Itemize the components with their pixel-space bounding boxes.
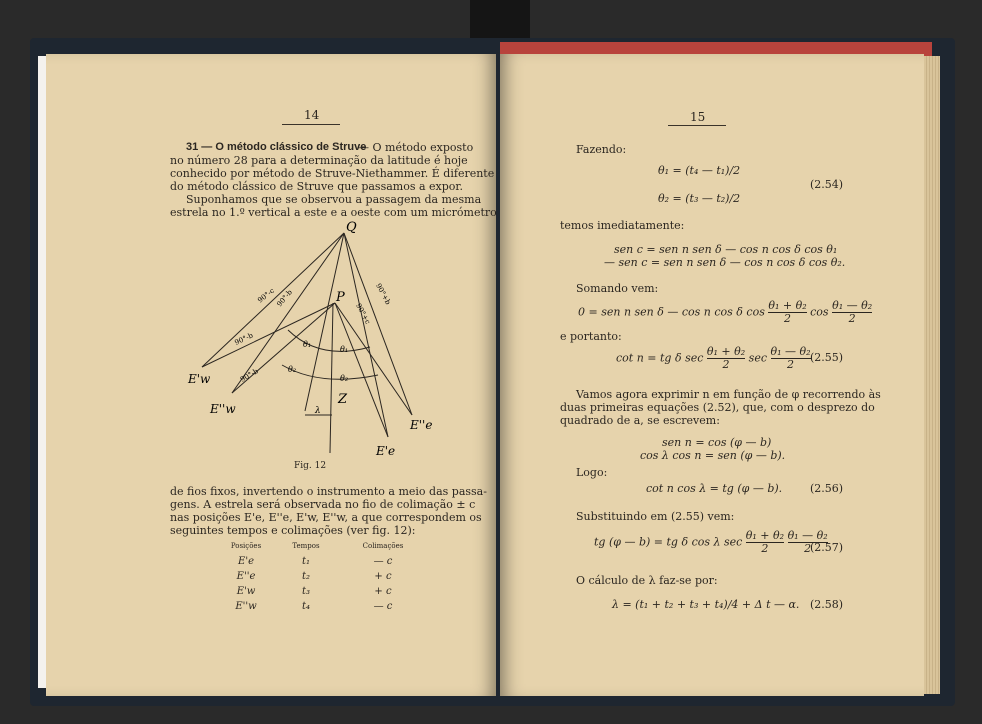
eq-number-2-54: (2.54): [810, 178, 844, 191]
book-spine: [470, 0, 530, 40]
eq-2-56: cot n cos λ = tg (φ — b).: [646, 482, 783, 495]
fig-label-angle6: 90°+b: [374, 282, 392, 307]
fig-label-angle3: 90°-b: [233, 331, 255, 347]
frac-denominator: 2: [746, 542, 784, 555]
right-header-rule: [668, 125, 726, 126]
fig-label-theta2b: θ₂: [340, 374, 349, 383]
para1-line6: estrela no 1.º vertical a este e a oeste com um micrómetro: [170, 206, 497, 219]
table-cell: E''w: [235, 601, 257, 612]
table-cell: E'e: [238, 556, 254, 567]
fig-label-angle1: 90°-c: [256, 286, 276, 305]
fig-label-z: Z: [338, 392, 348, 407]
eq-2-57: [594, 530, 828, 555]
eq-2-58: λ = (t₁ + t₂ + t₃ + t₄)/4 + Δ t — α.: [612, 598, 800, 611]
table-cell: E'w: [236, 586, 256, 597]
fig-label-angle4: 90°-b: [239, 367, 260, 384]
eq-cos: cos: [810, 305, 829, 319]
fig-label-ee2: E''e: [410, 418, 433, 432]
eq-2-54-b: θ₂ = (t₃ — t₂)/2: [658, 192, 741, 205]
para2-line1: de fios fixos, invertendo o instrumento a meio das passa-: [170, 485, 487, 498]
fig-label-p: P: [336, 290, 345, 305]
eq-2-57-lead: tg (φ — b) = tg δ cos λ sec: [594, 535, 743, 549]
eq-number-2-56: (2.56): [810, 482, 844, 495]
fig-label-angle5: 90°+c: [354, 302, 372, 326]
eq-cos-lambda: cos λ cos n = sen (φ — b).: [640, 449, 786, 462]
table-cell: t₁: [301, 556, 311, 567]
frac-denominator: 2: [771, 358, 811, 371]
fig-label-ew1: E'w: [188, 372, 211, 386]
fig-label-theta1b: θ₁: [340, 345, 349, 354]
table-row: [222, 569, 424, 584]
table-row: [222, 554, 424, 569]
left-page-number: 14: [304, 108, 320, 122]
eq-number-2-58: (2.58): [810, 598, 844, 611]
para-vamos-line3: quadrado de a, se escrevem:: [560, 414, 720, 427]
page-stack-edge: [924, 56, 940, 694]
para2-line3: nas posições E'e, E''e, E'w, E''w, a que correspondem os: [170, 511, 482, 524]
fig-label-lambda: λ: [315, 406, 321, 416]
eq-2-55: [616, 346, 811, 371]
figure-caption: Fig. 12: [294, 461, 327, 471]
figure-12: [180, 215, 440, 460]
eq-sen-n: sen n = cos (φ — b): [662, 436, 772, 449]
text-temos: temos imediatamente:: [560, 219, 685, 232]
text-portanto: e portanto:: [560, 330, 622, 343]
fig-label-theta1: θ₁: [303, 340, 312, 349]
eq-2-54-a: θ₁ = (t₄ — t₁)/2: [658, 164, 741, 177]
fig-label-ee1: E'e: [376, 444, 396, 458]
frac-denominator: 2: [832, 312, 872, 325]
table-cell: t₄: [301, 601, 311, 612]
positions-table: [222, 541, 424, 614]
eq-sec: sec: [748, 351, 767, 365]
eq-sen-c: sen c = sen n sen δ — cos n cos δ cos θ₁: [614, 243, 838, 256]
fraction-diff: [771, 346, 811, 371]
text-calculo: O cálculo de λ faz-se por:: [576, 574, 718, 587]
fig-label-theta2: θ₂: [288, 365, 297, 374]
para1-line4: do método clássico de Struve que passamos a expor.: [170, 180, 463, 193]
table-cell: E''e: [236, 571, 256, 582]
frac-numerator: θ₁ — θ₂: [770, 345, 811, 358]
frac-denominator: 2: [788, 542, 828, 555]
left-header-rule: [282, 124, 340, 125]
table-cell: t₃: [301, 586, 311, 597]
text-fazendo: Fazendo:: [576, 143, 627, 156]
para1-line2: no número 28 para a determinação da latitude é hoje: [170, 154, 468, 167]
fig-label-angle2: 90°-b: [275, 288, 294, 309]
text-substituindo: Substituindo em (2.55) vem:: [576, 510, 735, 523]
table-cell: + c: [374, 586, 392, 597]
eq-2-55-lead: cot n = tg δ sec: [616, 351, 704, 365]
eq-number-2-55: (2.55): [810, 351, 844, 364]
para1-line3: conhecido por método de Struve-Niethammer. É diferente: [170, 167, 495, 180]
eq-minus-sen-c: — sen c = sen n sen δ — cos n cos δ cos θ₂.: [604, 256, 846, 269]
fraction-sum: [746, 530, 784, 555]
fig-label-ew2: E''w: [210, 402, 236, 416]
para2-line4: seguintes tempos e colimações (ver fig. 12):: [170, 524, 416, 537]
table-header-positions: Posições: [230, 542, 262, 550]
section-heading: 31 — O método clássico de Struve: [186, 141, 367, 153]
fig-label-q: Q: [346, 220, 357, 235]
para2-line2: gens. A estrela será observada no fio de colimação ± c: [170, 498, 476, 511]
table-header-times: Tempos: [292, 542, 320, 550]
eq-number-2-57: (2.57): [810, 541, 844, 554]
frac-denominator: 2: [768, 312, 806, 325]
para-vamos-line1: Vamos agora exprimir n em função de φ recorrendo às: [576, 388, 881, 401]
fraction-sum: [707, 346, 745, 371]
table-row: [222, 584, 424, 599]
frac-numerator: θ₁ + θ₂: [768, 299, 807, 312]
fraction-diff: [832, 300, 872, 325]
frac-denominator: 2: [707, 358, 745, 371]
eq-somando: [578, 300, 872, 325]
frac-numerator: θ₁ + θ₂: [706, 345, 746, 358]
para1-line1: — O método exposto: [358, 141, 474, 154]
table-cell: — c: [373, 601, 393, 612]
eq-somando-lead: 0 = sen n sen δ — cos n cos δ cos: [578, 305, 765, 319]
frac-numerator: θ₁ — θ₂: [832, 299, 873, 312]
text-logo: Logo:: [576, 466, 608, 479]
fraction-sum: [768, 300, 806, 325]
table-cell: + c: [374, 571, 392, 582]
table-cell: — c: [373, 556, 393, 567]
para1-line5: Suponhamos que se observou a passagem da mesma: [186, 193, 482, 206]
frac-numerator: θ₁ + θ₂: [745, 529, 785, 542]
table-cell: t₂: [301, 571, 311, 582]
para-vamos-line2: duas primeiras equações (2.52), que, com o desprezo do: [560, 401, 875, 414]
table-header-collimations: Colimações: [362, 542, 404, 550]
table-row: [222, 599, 424, 614]
right-page-number: 15: [690, 110, 706, 124]
text-somando: Somando vem:: [576, 282, 659, 295]
frac-numerator: θ₁ — θ₂: [787, 529, 828, 542]
